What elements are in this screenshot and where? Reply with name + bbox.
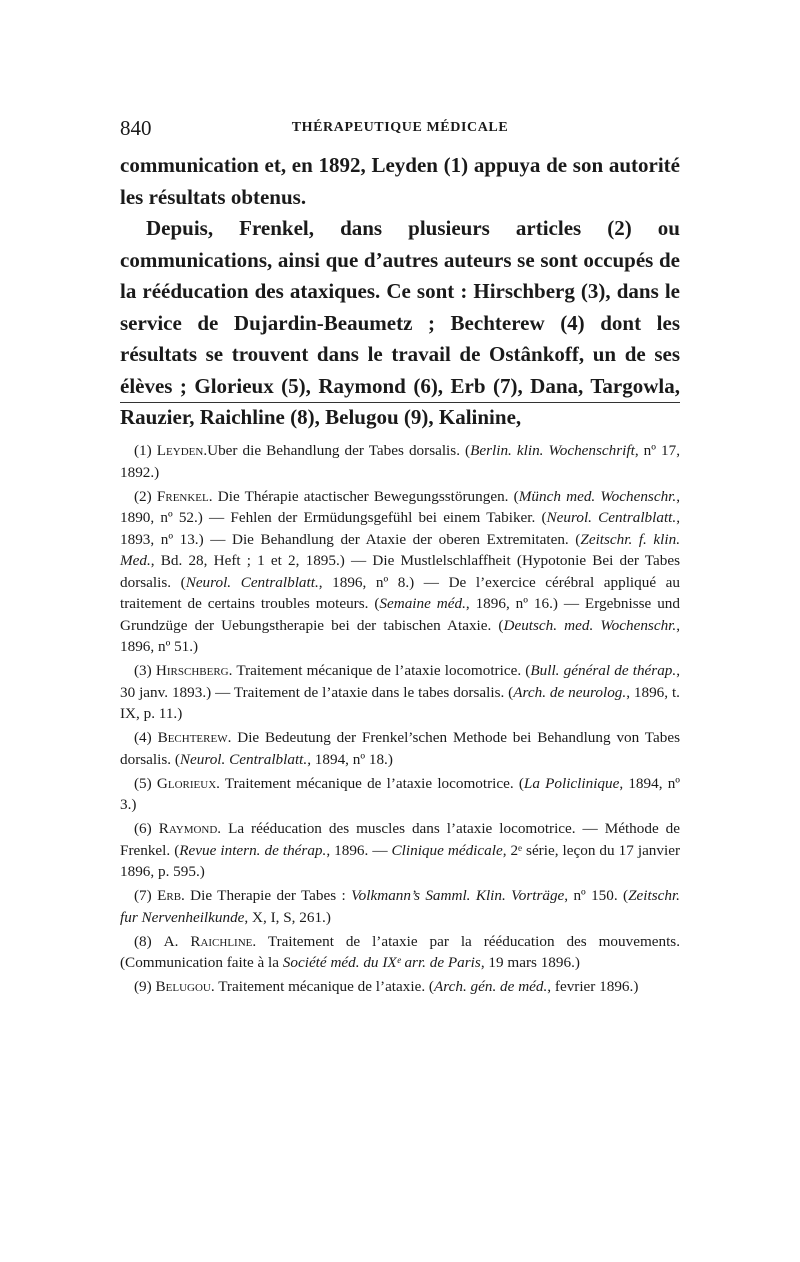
footnote-text: , 1894, nº 18.) [307,750,393,768]
footnote-text: Uber die Behandlung der Tabes dorsalis. ( [207,442,471,459]
footnote-text: Die Thérapie atactischer Bewegungsstörungen. ( [212,487,519,505]
footnote-author: Hirschberg. [155,662,233,679]
footnote-author: Glorieux. [156,774,220,792]
footnote [120,773,680,816]
footnote [120,931,680,974]
footnote-text: , 1896, nº 8.) — De l’exercice cérébral appliqué au traitement de certains troubles moteurs. ( [120,573,680,612]
footnote-text: , Bd. 28, Heft ; 1 et 2, 1895.) — Die Mustlelschlaffheit (Hypotonie Bei der Tabes dorsalis. ( [120,552,680,591]
footnote-author: A. Raichline. [163,932,257,950]
footnote-text: , 1890, nº 52.) — Fehlen der Ermüdungsgefühl bei einem Tabiker. ( [120,487,680,526]
footnote-citation-title: Deutsch. med. Wochenschr. [503,616,677,634]
footnote-citation-title: Société méd. du IXᵉ arr. de Paris [282,954,481,971]
footnote-citation-title: Volkmann’s Samml. Klin. Vorträge [351,887,565,904]
footnote-author: Raymond. [158,820,222,837]
footnote-citation-title: Zeitschr. f. klin. Med. [120,530,681,569]
footnote-number: (2) [134,487,152,505]
footnote-citation-title: Münch med. Wochenschr. [518,487,677,505]
footnotes [120,440,680,1000]
footnote-number: (9) [134,978,152,995]
footnote-number: (1) [134,442,152,459]
footnote-citation-title: Neurol. Centralblatt. [546,509,677,526]
body-paragraph: Depuis, Frenkel, dans plusieurs articles (2) ou communications, ainsi que d’autres auteurs se sont occupés de la rééducation des ataxiques. Ce sont : Hirschberg (3), dans le service de Dujardin-Beaumetz ; Bechterew (4) dont les résultats se trouvent dans le travail de Ostânkoff, un de ses élèves ; Glorieux (5), Raymond (6), Erb (7), Dana, Targowla, Rauzier, Raichline (8), Belugou (9), Kalinine, [120,216,680,429]
footnote-citation-title: Berlin. klin. Wochenschrift [470,442,635,459]
footnote [120,727,680,770]
footnote-citation-title: Revue intern. de thérap. [179,841,327,859]
footnote-text: , X, I, S, 261.) [244,908,331,926]
footnote-divider [120,402,680,403]
footnote-citation-title: La Policlinique [523,774,620,792]
footnote-text: Traitement mécanique de l’ataxie. ( [214,978,434,995]
footnote [120,440,680,483]
footnote-author: Leyden. [156,442,208,459]
footnote-text: , 2ᵉ série, leçon du 17 janvier 1896, p. 595.) [120,841,681,880]
footnote-text: , 1896, nº 51.) [120,616,680,655]
footnote-text: , 1894, nº 3.) [120,774,680,813]
footnote-citation-title: Neurol. Centralblatt. [185,573,319,591]
footnote-text: , nº 17, 1892.) [120,442,681,481]
footnote-author: Bechterew. [157,729,232,746]
footnote-citation-title: Zeitschr. fur Nervenheilkunde [120,887,680,926]
footnote-number: (3) [134,662,152,679]
footnote-author: Belugou. [155,978,215,995]
body-paragraph: communication et, en 1892, Leyden (1) appuya de son autorité les résultats obtenus. [120,153,680,209]
footnote-citation-title: Arch. de neurolog. [513,683,627,701]
footnote [120,818,680,883]
body-text [120,150,680,434]
footnote-citation-title: Arch. gén. de méd. [433,978,548,995]
footnote-number: (8) [134,932,152,950]
footnote-text: , nº 150. ( [564,887,629,904]
page-number: 840 [120,116,152,140]
footnote-text: Traitement mécanique de l’ataxie locomotrice. ( [232,662,531,679]
page-header [120,116,680,146]
footnote-author: Frenkel. [156,487,213,505]
footnote [120,486,680,658]
footnote-text: La rééducation des muscles dans l’ataxie locomotrice. — Méthode de Frenkel. ( [120,820,680,859]
footnote-text: , fevrier 1896.) [547,978,639,995]
footnote-text: , 1896, nº 16.) — Ergebnisse und Grundzüge der Uebungstherapie bei der tabischen Ataxie. ( [120,595,680,634]
footnote-citation-title: Clinique médicale [391,841,503,859]
footnote-citation-title: Neurol. Centralblatt. [179,750,308,768]
footnote-number: (4) [134,729,152,746]
running-title: THÉRAPEUTIQUE MÉDICALE [291,120,509,135]
footnote-text: , 1896. — [326,841,392,859]
footnote-text: , 1896, t. IX, p. 11.) [120,683,680,722]
footnote-text: Die Bedeutung der Frenkel’schen Methode bei Behandlung von Tabes dorsalis. ( [120,729,680,768]
footnote-text: Traitement de l’ataxie par la rééducation des mouvements. (Communication faite à la [120,932,681,971]
footnote-citation-title: Semaine méd. [379,595,466,612]
footnote [120,885,680,928]
footnote [120,976,680,998]
footnote-number: (6) [134,820,152,837]
footnote-number: (7) [134,887,152,904]
footnote-text: , 30 janv. 1893.) — Traitement de l’ataxie dans le tabes dorsalis. ( [120,662,680,701]
footnote-citation-title: Bull. général de thérap. [530,662,677,679]
footnote-text: Traitement mécanique de l’ataxie locomotrice. ( [219,774,524,792]
footnote-number: (5) [134,774,152,792]
footnote-author: Erb. [157,887,185,904]
footnote-text: , 19 mars 1896.) [480,954,580,971]
footnote-text: Die Therapie der Tabes : [184,887,352,904]
footnote [120,660,680,725]
footnote-text: , 1893, nº 13.) — Die Behandlung der Ataxie der oberen Extremitaten. ( [120,509,680,548]
